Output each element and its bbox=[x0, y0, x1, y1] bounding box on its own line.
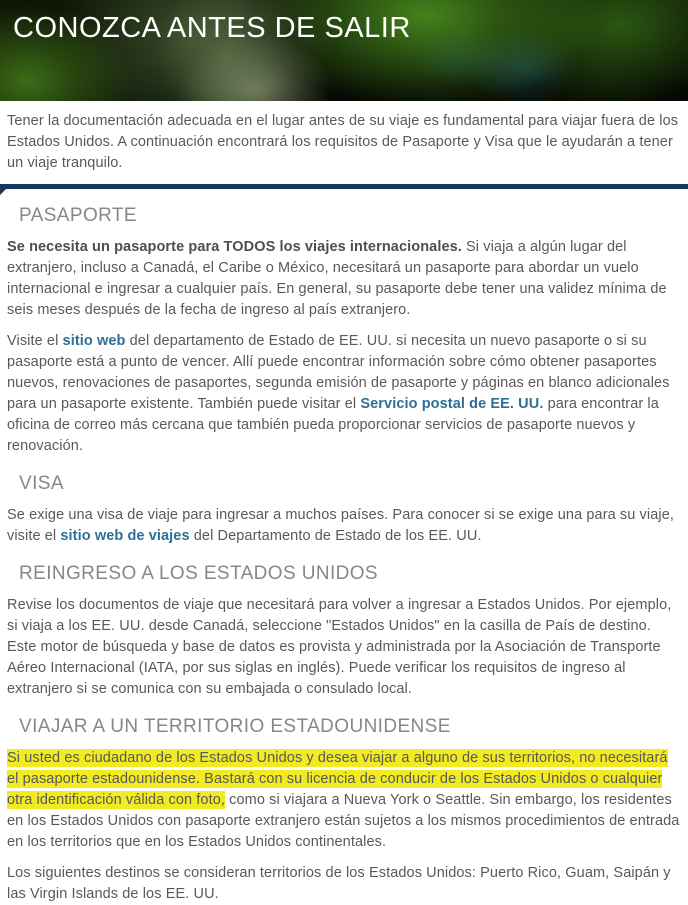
pasaporte-bold-lead: Se necesita un pasaporte para TODOS los viajes internacionales. bbox=[7, 239, 462, 255]
visa-text-1: Se exige una visa de viaje para ingresar a muchos países. Para conocer si se exige una para su viaje, visite el bbox=[7, 507, 675, 544]
page-title: CONOZCA ANTES DE SALIR bbox=[13, 12, 411, 44]
intro-text: Tener la documentación adecuada en el lugar antes de su viaje es fundamental para viajar fuera de los Estados Unidos. A continuación encontrará los requisitos de Pasaporte y Visa que le ayudarán a tener un viaje tranquilo. bbox=[7, 113, 679, 171]
section-reingreso bbox=[7, 562, 681, 700]
pasaporte-p2-text-3: para encontrar la oficina de correo más cercana que también pueda proporcionar servicios de pasaporte nuevos y renovación. bbox=[7, 396, 659, 454]
highlighted-text: Si usted es ciudadano de los Estados Unidos y desea viajar a alguno de sus territorios, no necesitará el pasaporte estadounidense. Bastará con su licencia de conducir de los Estados Unidos o cualquier otra identificación válida con foto, bbox=[7, 750, 668, 808]
sections-container bbox=[0, 204, 688, 905]
page-content bbox=[0, 111, 688, 174]
section-pasaporte bbox=[7, 204, 681, 457]
pasaporte-paragraph-1-rest: Si viaja a algún lugar del extranjero, incluso a Canadá, el Caribe o México, necesitará un pasaporte para abordar un vuelo internacional e ingresar a cualquier país. En general, su pasaporte debe tener una validez mínima de seis meses después de la fecha de ingreso al país extranjero. bbox=[7, 239, 667, 318]
reingreso-paragraph: Revise los documentos de viaje que necesitará para volver a ingresar a Estados Unidos. Por ejemplo, si viaja a los EE. UU. desde Canadá, seleccione "Estados Unidos" en la casilla de País de destino. Este motor de búsqueda y base de datos es provista y administrada por la Asociación de Transporte Aéreo Internacional (IATA, por sus siglas en inglés). Puede verificar los requisitos de ingreso al extranjero si se comunica con su embajada o consulado local. bbox=[7, 597, 672, 697]
section-divider bbox=[0, 184, 688, 189]
visa-text-2: del Departamento de Estado de los EE. UU. bbox=[189, 528, 482, 544]
pasaporte-p2-text-1: Visite el bbox=[7, 333, 63, 349]
visa-paragraph bbox=[7, 505, 681, 547]
section-heading-visa: VISA bbox=[19, 473, 64, 494]
hero-banner bbox=[0, 0, 688, 101]
pasaporte-paragraph-1 bbox=[7, 237, 681, 321]
section-heading-territorio: VIAJAR A UN TERRITORIO ESTADOUNIDENSE bbox=[19, 716, 451, 737]
link-sitio-web-pasaportes[interactable]: sitio web bbox=[62, 333, 126, 349]
territorio-paragraph-1-rest: como si viajara a Nueva York o Seattle. Sin embargo, los residentes en los Estados Unidos con pasaporte extranjero están sujetos a los mismos procedimientos de entrada en los territorios que en los Estados Unidos continentales. bbox=[7, 792, 680, 850]
territorio-paragraph-1 bbox=[7, 748, 681, 853]
link-sitio-web-viajes[interactable]: sitio web de viajes bbox=[60, 528, 190, 544]
territorio-paragraph-2: Los siguientes destinos se consideran territorios de los Estados Unidos: Puerto Rico, Guam, Saipán y las Virgin Islands de los EE. UU. bbox=[7, 865, 671, 902]
pasaporte-paragraph-2 bbox=[7, 331, 681, 457]
section-territorio bbox=[7, 715, 681, 905]
divider-notch bbox=[0, 189, 6, 195]
section-heading-pasaporte: PASAPORTE bbox=[19, 205, 137, 226]
link-servicio-postal[interactable]: Servicio postal de EE. UU. bbox=[360, 396, 544, 412]
pasaporte-p2-text-2: del departamento de Estado de EE. UU. si necesita un nuevo pasaporte o si su pasaporte está a punto de vencer. Allí puede encontrar información sobre cómo obtener pasaportes nuevos, renovaciones de pasaportes, segunda emisión de pasaporte y páginas en blanco adicionales para un pasaporte existente. También puede visitar el bbox=[7, 333, 670, 412]
section-heading-reingreso: REINGRESO A LOS ESTADOS UNIDOS bbox=[19, 563, 379, 584]
section-visa bbox=[7, 472, 681, 547]
